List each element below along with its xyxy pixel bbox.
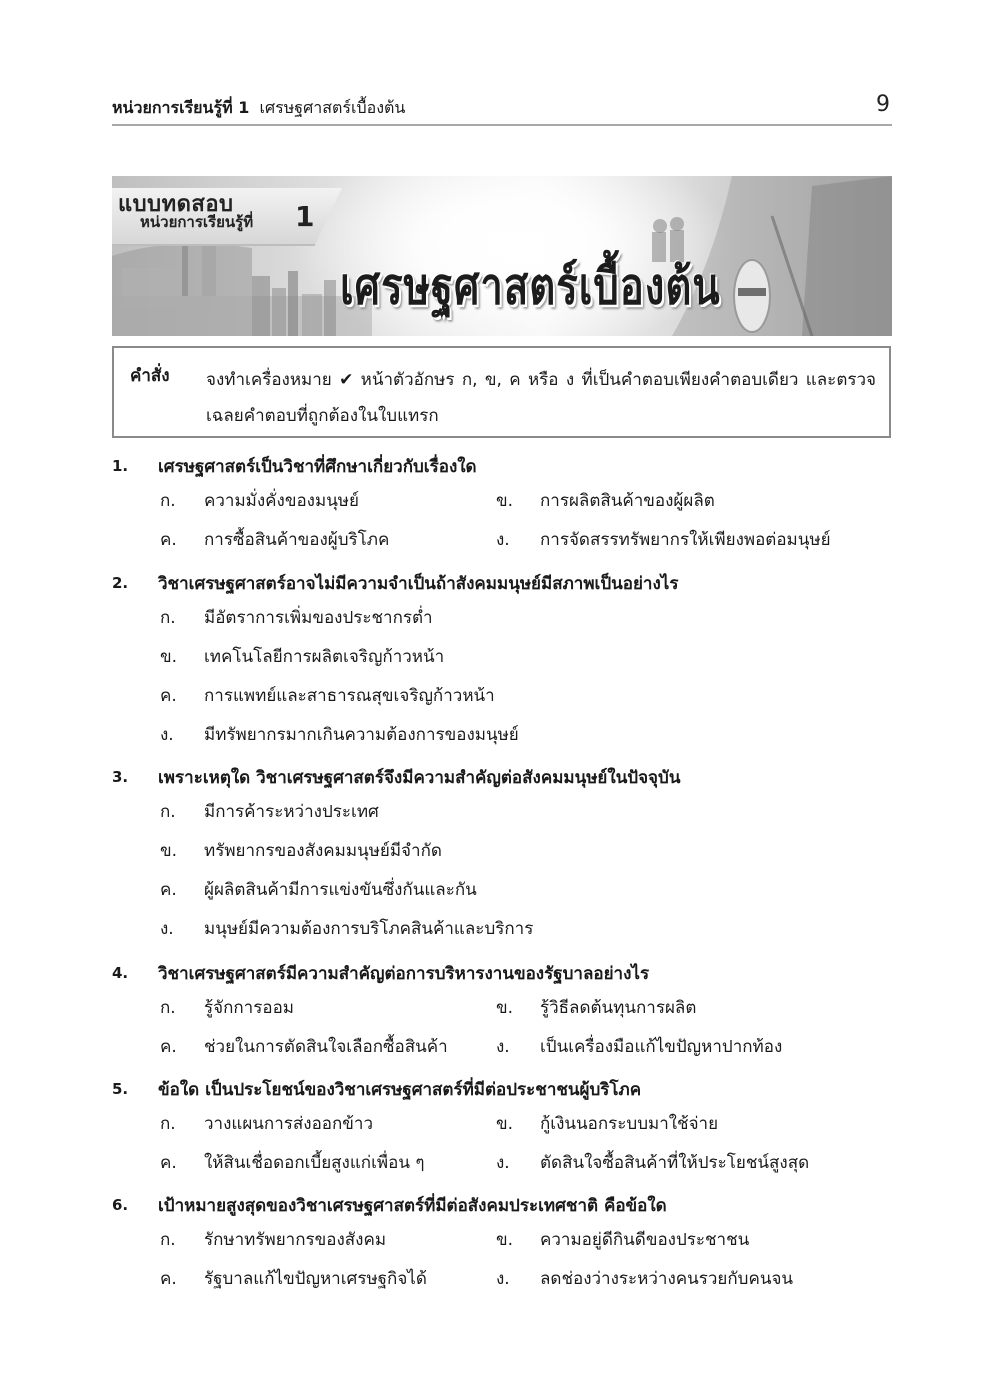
option-d[interactable]: ง. ลดช่องว่างระหว่างคนรวยกับคนจน (496, 1269, 794, 1289)
unit-label: หน่วยการเรียนรู้ที่ 1 (112, 98, 250, 117)
question-text: ข้อใด เป็นประโยชน์ของวิชาเศรษฐศาสตร์ที่มีต่อประชาชนผู้บริโภค (158, 1080, 642, 1100)
option-a[interactable]: ก. รู้จักการออม (160, 998, 294, 1018)
question-number: 2. (112, 574, 129, 592)
option-c[interactable]: ค. ผู้ผลิตสินค้ามีการแข่งขันซึ่งกันและกัน (160, 880, 477, 900)
question-text: วิชาเศรษฐศาสตร์อาจไม่มีความจำเป็นถ้าสังคมมนุษย์มีสภาพเป็นอย่างไร (158, 574, 679, 594)
question-text: เศรษฐศาสตร์เป็นวิชาที่ศึกษาเกี่ยวกับเรื่องใด (158, 457, 477, 477)
page-header (112, 92, 892, 126)
unit-test-banner (112, 176, 892, 336)
question-text: เพราะเหตุใด วิชาเศรษฐศาสตร์จึงมีความสำคัญต่อสังคมมนุษย์ในปัจจุบัน (158, 768, 681, 788)
option-c[interactable]: ค. การซื้อสินค้าของผู้บริโภค (160, 530, 390, 550)
option-d[interactable]: ง. มนุษย์มีความต้องการบริโภคสินค้าและบริการ (160, 919, 534, 939)
unit-title: เศรษฐศาสตร์เบื้องต้น (259, 98, 406, 117)
question-3 (112, 764, 892, 950)
question-6 (112, 1192, 892, 1300)
instructions-box (112, 346, 891, 438)
option-c[interactable]: ค. การแพทย์และสาธารณสุขเจริญก้าวหน้า (160, 686, 495, 706)
question-number: 6. (112, 1196, 129, 1214)
option-a[interactable]: ก. มีอัตราการเพิ่มของประชากรต่ำ (160, 608, 433, 628)
question-4 (112, 960, 892, 1068)
instructions-label: คำสั่ง (130, 366, 170, 386)
header-rule (112, 124, 892, 126)
option-a[interactable]: ก. มีการค้าระหว่างประเทศ (160, 802, 379, 822)
option-b[interactable]: ข. ความอยู่ดีกินดีของประชาชน (496, 1230, 750, 1250)
option-d[interactable]: ง. การจัดสรรทรัพยากรให้เพียงพอต่อมนุษย์ (496, 530, 831, 550)
question-number: 1. (112, 457, 129, 475)
option-b[interactable]: ข. กู้เงินนอกระบบมาใช้จ่าย (496, 1114, 719, 1134)
option-a[interactable]: ก. ความมั่งคั่งของมนุษย์ (160, 491, 359, 511)
option-c[interactable]: ค. รัฐบาลแก้ไขปัญหาเศรษฐกิจได้ (160, 1269, 427, 1289)
option-b[interactable]: ข. รู้วิธีลดต้นทุนการผลิต (496, 998, 697, 1018)
option-d[interactable]: ง. เป็นเครื่องมือแก้ไขปัญหาปากท้อง (496, 1037, 783, 1057)
page-number: 9 (876, 92, 890, 117)
question-5 (112, 1076, 892, 1184)
question-number: 4. (112, 964, 129, 982)
banner-tab-subtitle: หน่วยการเรียนรู้ที่ (140, 213, 254, 231)
option-a[interactable]: ก. รักษาทรัพยากรของสังคม (160, 1230, 387, 1250)
question-number: 5. (112, 1080, 129, 1098)
option-a[interactable]: ก. วางแผนการส่งออกข้าว (160, 1114, 374, 1134)
banner-main-title: เศรษฐศาสตร์เบื้องต้น (340, 258, 721, 316)
question-number: 3. (112, 768, 129, 786)
banner-tab-title: แบบทดสอบ (118, 192, 234, 217)
running-title (112, 96, 405, 121)
option-d[interactable]: ง. ตัดสินใจซื้อสินค้าที่ให้ประโยชน์สูงสุด (496, 1153, 810, 1173)
question-1 (112, 453, 892, 561)
option-b[interactable]: ข. ทรัพยากรของสังคมมนุษย์มีจำกัด (160, 841, 442, 861)
banner-tab-number: 1 (295, 200, 315, 233)
option-c[interactable]: ค. ให้สินเชื่อดอกเบี้ยสูงแก่เพื่อน ๆ (160, 1153, 425, 1173)
option-b[interactable]: ข. การผลิตสินค้าของผู้ผลิต (496, 491, 715, 511)
option-d[interactable]: ง. มีทรัพยากรมากเกินความต้องการของมนุษย์ (160, 725, 519, 745)
question-text: เป้าหมายสูงสุดของวิชาเศรษฐศาสตร์ที่มีต่อสังคมประเทศชาติ คือข้อใด (158, 1196, 667, 1216)
question-2 (112, 570, 892, 756)
option-c[interactable]: ค. ช่วยในการตัดสินใจเลือกซื้อสินค้า (160, 1037, 448, 1057)
option-b[interactable]: ข. เทคโนโลยีการผลิตเจริญก้าวหน้า (160, 647, 445, 667)
question-text: วิชาเศรษฐศาสตร์มีความสำคัญต่อการบริหารงานของรัฐบาลอย่างไร (158, 964, 650, 984)
instructions-text: จงทำเครื่องหมาย ✔ หน้าตัวอักษร ก, ข, ค หรือ ง ที่เป็นคำตอบเพียงคำตอบเดียว และตรวจเฉลยคำตอบที่ถูกต้องในใบแทรก (206, 370, 876, 426)
